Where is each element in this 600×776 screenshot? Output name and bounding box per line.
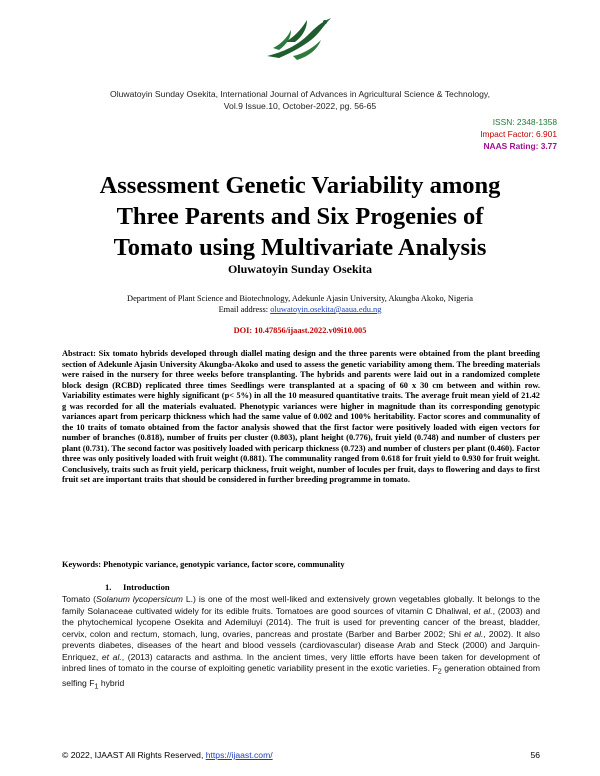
page-number: 56 [530, 750, 540, 760]
page-footer [62, 749, 540, 761]
title-line-1: Assessment Genetic Variability among [99, 172, 501, 199]
keywords: Keywords: Phenotypic variance, genotypic variance, factor score, communality [62, 560, 345, 569]
email-label: Email address: [218, 305, 271, 314]
abstract: Abstract: Six tomato hybrids developed through diallel mating design and the three parents were obtained from the plant breeding section of Adekunle Ajasin University Akungba-Akoko and used to assess the genetic variability among them. The breeding materials were raised in the nursery for three weeks before transplanting. The hybrids and parents were laid out in a randomized complete block design (RCBD) replicated three times Seedlings were transplanted at a spacing of 60 x 30 cm between and within row. Variability estimates were highly significant (p< 5%) in all the 10 measured quantitative traits. The average fruit mean yield of 21.42 g was recorded for all the materials evaluated. Phenotypic variances were higher in magnitude than its corresponding genotypic variances apart from pericarp thickness which had the same value of 0.002 and 100% heritability. Factor scores and communality of the 10 traits of tomato obtained from the factor analysis showed that the first factor were positively loaded with eigen vectors for number of branches (0.818), number of fruits per cluster (0.803), plant height (0.776), fruit yield (0.748) and number of clusters per plant (0.731). The second factor was positively loaded with pericarp thickness (0.723) and number of clusters per plant (0.460). Factor three was only positively loaded with fruit weight (0.881). The communality ranged from 0.618 for fruit yield to 0.930 for fruit weight. Conclusively, traits such as fruit yield, pericarp thickness, fruit weight, number of locules per fruit, days to flowering and days to first fruit set are important traits that should be considered in further breeding programme in tomato. [62, 349, 540, 484]
section-title: Introduction [123, 582, 170, 592]
journal-website-link[interactable]: https://ijaast.com/ [205, 750, 273, 760]
section-number: 1. [105, 582, 112, 592]
author-affiliation: Department of Plant Science and Biotechnology, Adekunle Ajasin University, Akungba Akoko, Nigeria [127, 294, 473, 303]
paper-title [50, 170, 550, 263]
species-name: Solanum lycopersicum [95, 594, 183, 604]
journal-citation-line-2: Vol.9 Issue.10, October-2022, pg. 56-65 [223, 101, 377, 111]
issn-label: ISSN: 2348-1358 [492, 117, 557, 127]
author-email-link[interactable]: oluwatoyin.osekita@aaua.edu.ng [270, 305, 382, 314]
journal-logo-bird-icon [263, 12, 335, 66]
title-line-3: Tomato using Multivariate Analysis [113, 234, 487, 261]
introduction-paragraph: Tomato (Solanum lycopersicum L.) is one of the most well-liked and extensively grown vegetables globally. It belongs to the family Solanaceae cultivated widely for its edible fruits. Tomatoes are good sources of vitamin C Dhaliwal, et al., (2003) and the phytochemical lycopene Osekita and Ademiluyi (2014). The fruit is used for preventing cancer of the breast, bladder, cervix, colon and rectum, stomach, lung, ovaries, pancreas and prostate (Barber and Barber 2002; Shi et al., 2002). It also prevents diabetes, diseases of the heart and blood vessels (cardiovascular) disease Arab and Steck (2000) and Jarquin-Enriquez, et al., (2013) cataracts and asthma. In the ancient times, very little efforts have been taken for development of inbred lines of tomato in the course of exploiting genetic variability present in the exotic varieties. $F_2$ generation obtained from selfing $F_1$ hybrid [62, 594, 541, 691]
section-heading-introduction [105, 582, 170, 593]
impact-factor-label: Impact Factor: 6.901 [480, 129, 557, 139]
journal-citation-line-1: Oluwatoyin Sunday Osekita, International Journal of Advances in Agricultural Science & Technology, [110, 89, 490, 99]
author-email-line [0, 304, 600, 315]
doi: DOI: 10.47856/ijaast.2022.v09i10.005 [233, 326, 367, 335]
copyright-text: © 2022, IJAAST All Rights Reserved, [62, 750, 206, 760]
title-line-2: Three Parents and Six Progenies of [116, 203, 484, 230]
naas-rating-label: NAAS Rating: 3.77 [483, 141, 557, 151]
author-name: Oluwatoyin Sunday Osekita [227, 262, 373, 276]
